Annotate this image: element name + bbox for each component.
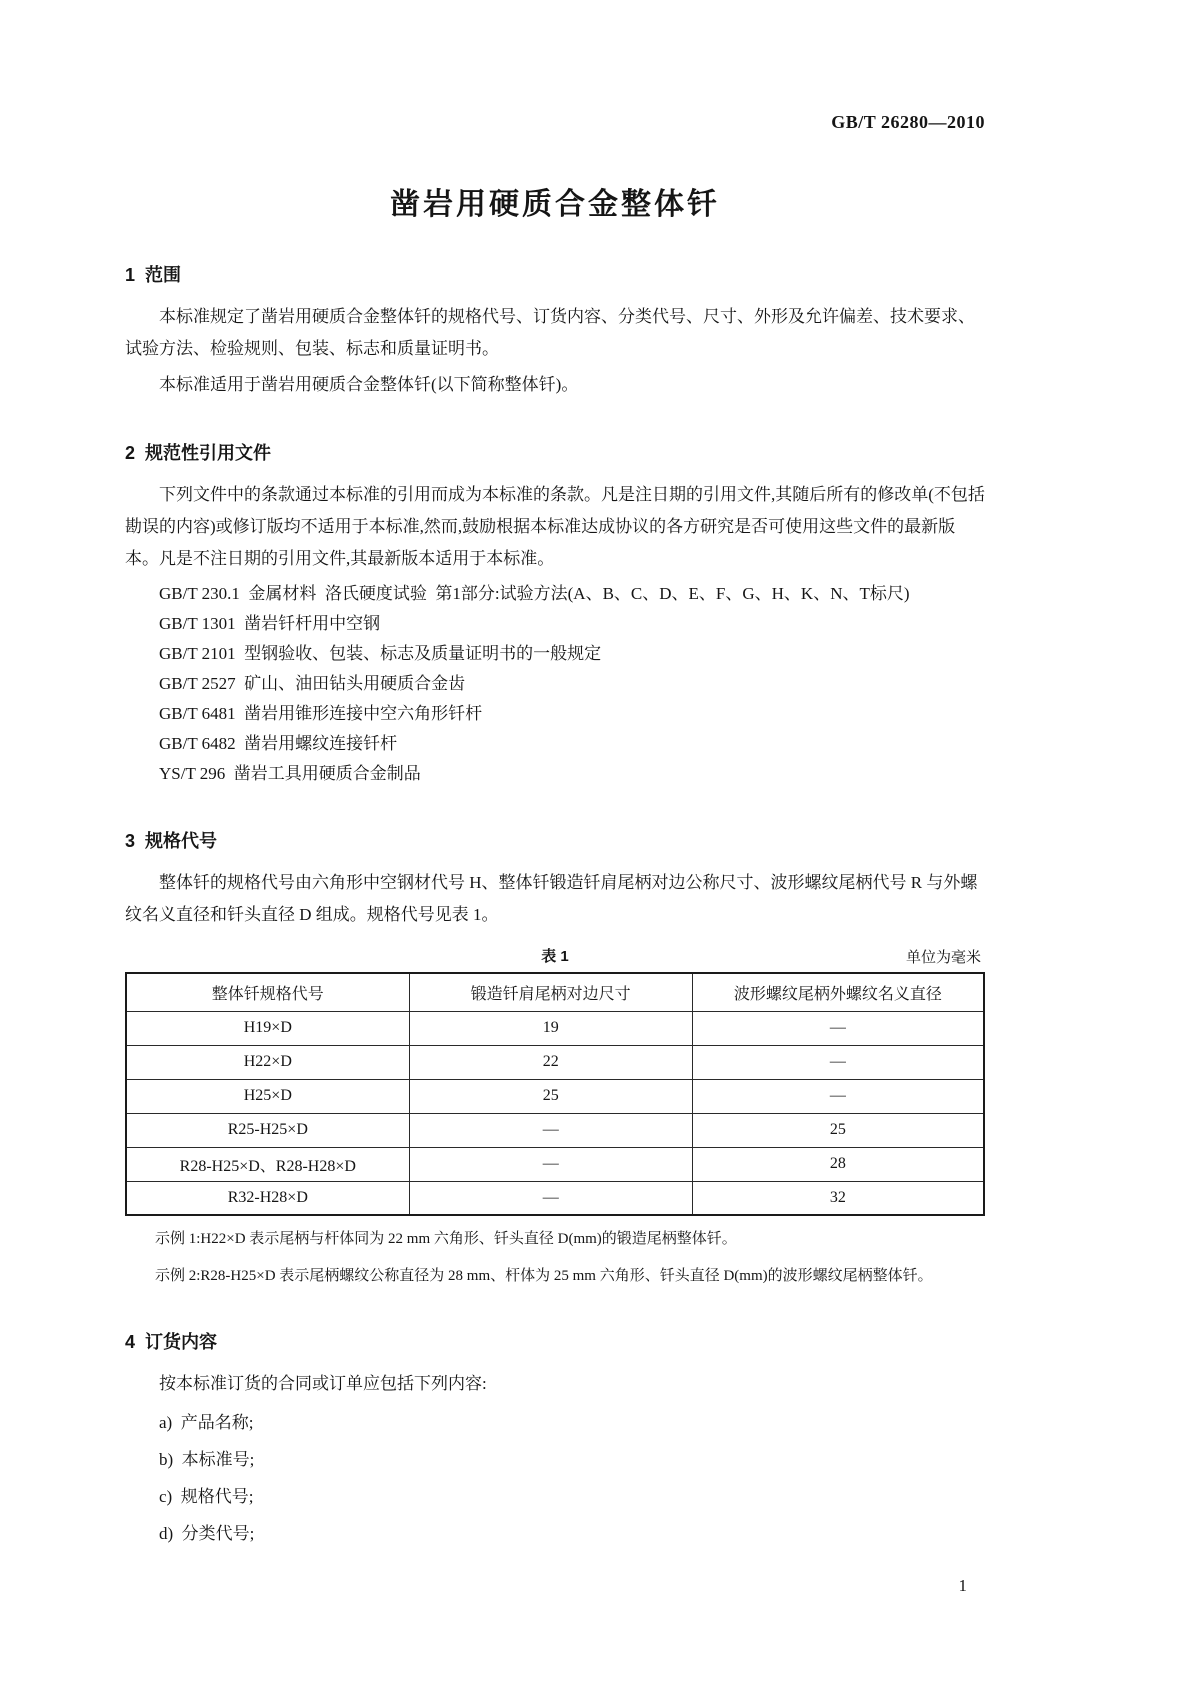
page-number: 1 [958,1576,967,1595]
table-header-cell: 整体钎规格代号 [126,973,409,1011]
section-4-heading: 4 订货内容 [125,1332,218,1352]
table-cell: H25×D [126,1079,409,1113]
section-2-heading: 2 规范性引用文件 [125,443,272,463]
section-1-paragraph-2: 本标准适用于凿岩用硬质合金整体钎(以下简称整体钎)。 [159,375,579,394]
spec-table [125,972,985,1216]
section-4-paragraph-1: 按本标准订货的合同或订单应包括下列内容: [159,1374,487,1393]
section-1-heading: 1 范围 [125,265,182,285]
table-cell: 32 [692,1181,984,1215]
table-header-cell: 锻造钎肩尾柄对边尺寸 [409,973,692,1011]
reference-list [125,579,985,789]
table-cell: R28-H25×D、R28-H28×D [126,1147,409,1181]
table-unit-note: 单位为毫米 [905,950,981,966]
section-3-paragraph-1: 整体钎的规格代号由六角形中空钢材代号 H、整体钎锻造钎肩尾柄对边公称尺寸、波形螺纹尾柄代号 R 与外螺纹名义直径和钎头直径 D 组成。规格代号见表 1。 [125,873,978,924]
spec-table-body [126,1011,984,1215]
table-cell: 25 [692,1113,984,1147]
table-header-cell: 波形螺纹尾柄外螺纹名义直径 [692,973,984,1011]
table-cell: 25 [409,1079,692,1113]
table-header-row [126,973,984,1011]
reference-item: GB/T 230.1 金属材料 洛氏硬度试验 第1部分:试验方法(A、B、C、D、E、F、G、H、K、N、T标尺) [159,584,910,603]
reference-item: GB/T 6482 凿岩用螺纹连接钎杆 [159,734,398,753]
table-caption-row [125,945,985,966]
example-2: 示例 2:R28-H25×D 表示尾柄螺纹公称直径为 28 mm、杆体为 25 mm 六角形、钎头直径 D(mm)的波形螺纹尾柄整体钎。 [155,1268,933,1284]
section-3-heading: 3 规格代号 [125,831,218,851]
table-row [126,1045,984,1079]
reference-item: GB/T 1301 凿岩钎杆用中空钢 [159,614,381,633]
table-cell: 19 [409,1011,692,1045]
table-row [126,1147,984,1181]
table-cell: R32-H28×D [126,1181,409,1215]
table-cell: 28 [692,1147,984,1181]
order-list-item: a) 产品名称; [159,1413,254,1432]
document-title: 凿岩用硬质合金整体钎 [390,188,720,221]
table-cell: 22 [409,1045,692,1079]
table-cell: R25-H25×D [126,1113,409,1147]
table-cell: — [692,1045,984,1079]
reference-item: GB/T 6481 凿岩用锥形连接中空六角形钎杆 [159,704,483,723]
table-cell: — [409,1113,692,1147]
spec-table-header [126,973,984,1011]
reference-item: GB/T 2527 矿山、油田钻头用硬质合金齿 [159,674,466,693]
table-cell: H19×D [126,1011,409,1045]
section-1-paragraph-1: 本标准规定了凿岩用硬质合金整体钎的规格代号、订货内容、分类代号、尺寸、外形及允许偏差、技术要求、试验方法、检验规则、包装、标志和质量证明书。 [125,307,975,358]
table-cell: — [409,1147,692,1181]
table-caption: 表 1 [541,948,569,965]
table-row [126,1181,984,1215]
table-row [126,1011,984,1045]
table-cell: — [409,1181,692,1215]
order-content-list [125,1404,985,1552]
standard-number: GB/T 26280—2010 [831,112,985,132]
order-list-item: c) 规格代号; [159,1487,254,1506]
order-list-item: b) 本标准号; [159,1450,255,1469]
order-list-item: d) 分类代号; [159,1524,255,1543]
reference-item: YS/T 296 凿岩工具用硬质合金制品 [159,764,421,783]
reference-item: GB/T 2101 型钢验收、包装、标志及质量证明书的一般规定 [159,644,602,663]
section-2-paragraph-1: 下列文件中的条款通过本标准的引用而成为本标准的条款。凡是注日期的引用文件,其随后所有的修改单(不包括勘误的内容)或修订版均不适用于本标准,然而,鼓励根据本标准达成协议的各方研究是否可使用这些文件的最新版本。凡是不注日期的引用文件,其最新版本适用于本标准。 [125,485,985,568]
table-row [126,1079,984,1113]
table-cell: — [692,1011,984,1045]
example-1: 示例 1:H22×D 表示尾柄与杆体同为 22 mm 六角形、钎头直径 D(mm)的锻造尾柄整体钎。 [155,1231,737,1247]
table-row [126,1113,984,1147]
table-cell: H22×D [126,1045,409,1079]
table-cell: — [692,1079,984,1113]
